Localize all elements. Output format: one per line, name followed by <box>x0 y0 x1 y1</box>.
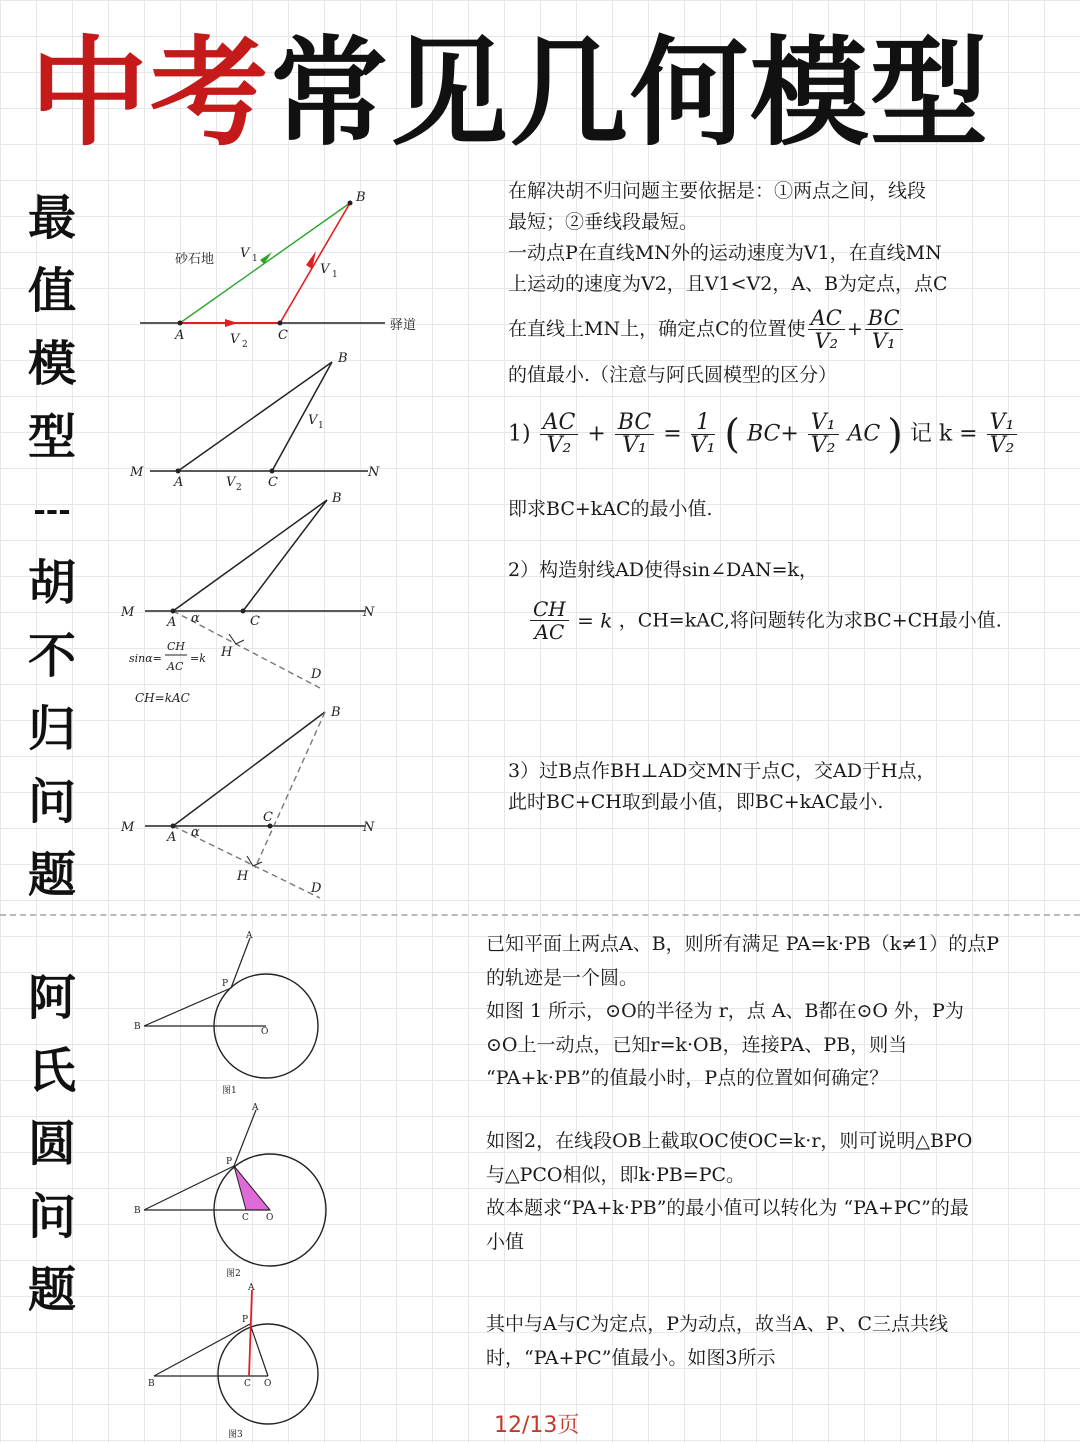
vlabel-char: 氏 <box>27 1043 76 1099</box>
label-sin: sinα= <box>129 652 162 665</box>
label-p: P <box>222 979 229 989</box>
fraction <box>691 412 716 457</box>
label-v2: V <box>226 475 236 490</box>
label-n: N <box>363 605 375 620</box>
text-line: 上运动的速度为V2，且V1<V2，A、B为定点，点C <box>508 273 948 295</box>
text-line: 最短；②垂线段最短。 <box>508 211 699 233</box>
denominator: V₂ <box>810 433 836 458</box>
label-c: C <box>263 810 273 825</box>
numerator: 1 <box>691 412 716 435</box>
numerator: AC <box>540 412 579 435</box>
step-label: 1) <box>508 421 531 447</box>
vlabel-char: 问 <box>27 774 76 830</box>
figure-apollonius-2 <box>130 1100 340 1280</box>
label-v1: V <box>308 413 318 428</box>
vlabel-char: 型 <box>27 409 76 465</box>
text-line: 故本题求“PA+k·PB”的最小值可以转化为 “PA+PC”的最 <box>486 1197 969 1219</box>
equals-k: = k <box>577 608 613 633</box>
vlabel-char: 不 <box>27 628 76 684</box>
label-m: M <box>121 820 135 835</box>
plus-sign: + <box>587 421 606 447</box>
label-d: D <box>311 881 322 896</box>
apollonius-text-c <box>486 1308 1076 1375</box>
term: BC+ <box>746 421 799 447</box>
label-sub: 2 <box>236 483 242 493</box>
label-v1-red: V <box>320 262 330 277</box>
label-a: A <box>174 475 184 490</box>
vlabel-char: 值 <box>27 263 76 319</box>
caption: 图2 <box>226 1269 241 1279</box>
label-a: A <box>175 328 185 343</box>
equals-sign: = <box>663 421 682 447</box>
numerator: BC <box>615 412 654 435</box>
denominator: V₂ <box>989 433 1015 458</box>
page-number: 12/13页 <box>494 1413 580 1438</box>
text-line: 其中与A与C为定点，P为动点，故当A、P、C三点共线 <box>486 1313 949 1335</box>
label-alpha: α <box>191 611 200 626</box>
label-ac: AC <box>167 660 184 673</box>
figure-apollonius-1 <box>130 928 330 1098</box>
figure-apollonius-3 <box>140 1282 340 1440</box>
label-b: B <box>148 1379 155 1389</box>
label-m: M <box>130 465 144 480</box>
label-d: D <box>311 667 322 682</box>
fraction <box>540 412 579 457</box>
figure-ray-ad <box>115 488 385 713</box>
vlabel-char: 阿 <box>27 970 76 1026</box>
label-c: C <box>278 328 288 343</box>
vlabel-char: 圆 <box>27 1116 76 1172</box>
vlabel-char: --- <box>33 493 71 528</box>
label-sand: 砂石地 <box>175 252 215 267</box>
label-o: O <box>261 1027 269 1037</box>
denominator: V₂ <box>814 328 839 353</box>
label-road: 驿道 <box>390 318 417 333</box>
vlabel-char: 问 <box>27 1189 76 1245</box>
title-red: 中考 <box>30 24 271 162</box>
label-a: A <box>167 830 177 845</box>
text-line: 此时BC+CH取到最小值，即BC+kAC最小. <box>508 791 884 813</box>
intro-text <box>508 176 1008 391</box>
fraction <box>808 307 845 352</box>
text-line-with-fraction <box>508 300 1008 358</box>
label-m: M <box>121 605 135 620</box>
label-alpha: α <box>191 825 200 840</box>
text-line: “PA+k·PB”的值最小时，P点的位置如何确定？ <box>486 1067 889 1089</box>
text-line: 小值 <box>486 1230 525 1253</box>
plus-sign: + <box>846 317 863 340</box>
text-line: 在解决胡不归问题主要依据是：①两点之间，线段 <box>508 180 927 202</box>
text-line: 的轨迹是一个圆。 <box>486 966 639 989</box>
label-sub: 1 <box>318 421 324 431</box>
label-p: P <box>242 1315 249 1325</box>
denominator: V₁ <box>690 433 716 458</box>
numerator: V₁ <box>808 412 839 435</box>
numerator: BC <box>865 307 903 330</box>
label-b: B <box>331 705 341 720</box>
section1-vertical-label <box>22 182 82 912</box>
fraction <box>615 412 654 457</box>
formula-step2 <box>528 598 1002 643</box>
text-line: 如图2，在线段OB上截取OC使OC=k·r，则可说明△BPO <box>486 1130 973 1152</box>
step2-text <box>508 555 1048 586</box>
text-line: 如图 1 所示，⊙O的半径为 r，点 A、B都在⊙O 外，P为 <box>486 1000 964 1022</box>
vlabel-char: 最 <box>27 190 76 246</box>
section-divider <box>0 914 1080 916</box>
label-b: B <box>134 1206 141 1216</box>
label-b: B <box>332 491 342 506</box>
label-b: B <box>356 190 366 205</box>
label-v2: V <box>230 332 240 347</box>
label-o: O <box>264 1379 272 1389</box>
label-n: N <box>363 820 375 835</box>
figure-line-mn <box>120 350 400 495</box>
label-sub: 1 <box>252 254 258 264</box>
label-a: A <box>246 931 253 941</box>
figure-speed-diagram <box>120 185 440 355</box>
label-a: A <box>252 1103 259 1113</box>
vlabel-char: 题 <box>27 847 76 903</box>
paren: ) <box>887 411 903 458</box>
label-sub: 2 <box>242 340 248 350</box>
label-h: H <box>221 645 233 660</box>
label-v1-green: V <box>240 246 250 261</box>
label-ch: CH <box>167 640 186 653</box>
denominator: V₁ <box>871 328 896 353</box>
label-p: P <box>226 1157 233 1167</box>
label-c: C <box>250 614 260 629</box>
fraction <box>808 412 839 457</box>
label-n: N <box>368 465 380 480</box>
numerator: V₁ <box>987 412 1018 435</box>
denominator: V₂ <box>546 433 572 458</box>
label-c: C <box>242 1213 249 1223</box>
denominator: V₁ <box>622 433 647 458</box>
vlabel-char: 题 <box>27 1262 76 1318</box>
label-c: C <box>244 1379 251 1389</box>
text-line: ⊙O上一动点，已知r=k·OB，连接PA、PB，则当 <box>486 1033 908 1056</box>
caption: 图1 <box>222 1086 237 1096</box>
label-sub: 1 <box>332 270 338 280</box>
formula-step1 <box>508 412 1019 457</box>
step3-text <box>508 756 1048 818</box>
vlabel-char: 归 <box>27 701 76 757</box>
apollonius-text-a <box>486 928 1076 1096</box>
text-line: 与△PCO相似，即k·PB=PC。 <box>486 1163 746 1186</box>
caption: 图3 <box>228 1430 243 1440</box>
vlabel-char: 胡 <box>27 555 76 611</box>
label-b: B <box>134 1022 141 1032</box>
fraction <box>865 307 903 352</box>
vlabel-char: 模 <box>27 336 76 392</box>
denominator: AC <box>534 620 565 644</box>
label-h: H <box>237 869 249 884</box>
text-line: 3）过B点作BH⊥AD交MN于点C，交AD于H点， <box>508 760 936 782</box>
label-o: O <box>266 1213 274 1223</box>
paren: ( <box>724 411 740 458</box>
text-line: 即求BC+kAC的最小值. <box>508 498 713 520</box>
fraction <box>530 598 569 643</box>
section2-vertical-label <box>22 962 82 1327</box>
text-segment: ，CH=kAC,将问题转化为求BC+CH最小值. <box>618 609 1002 632</box>
numerator: CH <box>530 598 569 621</box>
text-line: 时，“PA+PC”值最小。如图3所示 <box>486 1346 776 1369</box>
label-c: C <box>268 475 278 490</box>
title-black: 常见几何模型 <box>270 24 991 162</box>
text-line: 已知平面上两点A、B，则所有满足 PA=k·PB（k≠1）的点P <box>486 933 1000 955</box>
numerator: AC <box>808 307 845 330</box>
k-definition: 记 k = <box>909 421 978 447</box>
label-eqk: =k <box>190 652 206 665</box>
page-title <box>30 18 1060 168</box>
figure-perpendicular <box>115 700 385 900</box>
term: AC <box>847 421 881 447</box>
label-ch-kac: CH=kAC <box>135 691 190 705</box>
fraction <box>987 412 1018 457</box>
step1-text <box>508 494 1048 525</box>
apollonius-text-b <box>486 1125 1076 1259</box>
text-line: 的值最小.（注意与阿氏圆模型的区分） <box>508 364 838 386</box>
label-b: B <box>338 351 348 366</box>
label-a: A <box>248 1283 255 1293</box>
label-a: A <box>167 615 177 630</box>
text-line: 一动点P在直线MN外的运动速度为V1，在直线MN <box>508 242 942 264</box>
text-line: 2）构造射线AD使得sin∠DAN=k， <box>508 559 819 581</box>
text-segment: 在直线上MN上，确定点C的位置使 <box>508 317 806 340</box>
